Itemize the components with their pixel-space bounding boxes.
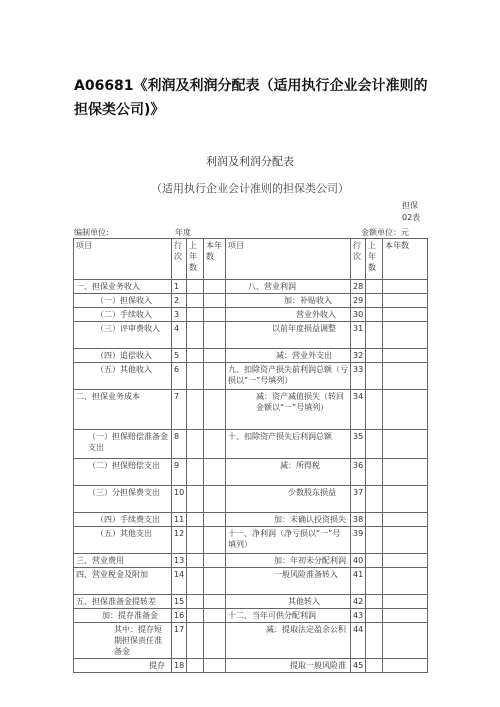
cell-prev-year-right[interactable] xyxy=(366,659,383,673)
cell-prev-year-left[interactable] xyxy=(187,322,204,349)
row-label-left: （五）其他收入 xyxy=(74,363,172,390)
cell-this-year-left[interactable] xyxy=(204,390,226,430)
cell-this-year-right[interactable] xyxy=(383,527,428,554)
cell-prev-year-left[interactable] xyxy=(187,459,204,486)
cell-this-year-right[interactable] xyxy=(383,554,428,568)
row-label-right: 以前年度损益调整 xyxy=(226,322,351,349)
row-number-right: 40 xyxy=(351,554,366,568)
cell-this-year-left[interactable] xyxy=(204,294,226,308)
cell-this-year-right[interactable] xyxy=(383,349,428,363)
cell-this-year-left[interactable] xyxy=(204,623,226,659)
cell-this-year-left[interactable] xyxy=(204,308,226,322)
cell-this-year-right[interactable] xyxy=(383,363,428,390)
cell-this-year-left[interactable] xyxy=(204,513,226,527)
cell-prev-year-right[interactable] xyxy=(366,527,383,554)
table-row xyxy=(74,554,428,568)
row-number-right: 37 xyxy=(351,486,366,513)
table-row xyxy=(74,390,428,430)
row-number-right: 29 xyxy=(351,294,366,308)
table-row xyxy=(74,363,428,390)
row-number-left: 17 xyxy=(172,623,187,659)
cell-this-year-right[interactable] xyxy=(383,294,428,308)
row-number-right: 33 xyxy=(351,363,366,390)
cell-this-year-right[interactable] xyxy=(383,595,428,609)
row-number-left: 9 xyxy=(172,459,187,486)
cell-prev-year-left[interactable] xyxy=(187,390,204,430)
row-label-left: （二）担保赔偿支出 xyxy=(74,459,172,486)
row-label-right: 减：营业外支出 xyxy=(226,349,351,363)
cell-prev-year-right[interactable] xyxy=(366,280,383,294)
cell-prev-year-right[interactable] xyxy=(366,363,383,390)
row-label-left: （一）担保赔偿准备金支出 xyxy=(74,430,172,459)
cell-this-year-left[interactable] xyxy=(204,568,226,595)
cell-this-year-left[interactable] xyxy=(204,554,226,568)
row-number-left: 6 xyxy=(172,363,187,390)
table-row xyxy=(74,430,428,459)
cell-this-year-left[interactable] xyxy=(204,322,226,349)
cell-this-year-right[interactable] xyxy=(383,308,428,322)
cell-prev-year-right[interactable] xyxy=(366,349,383,363)
cell-prev-year-left[interactable] xyxy=(187,486,204,513)
unit-org-label: 编制单位: xyxy=(74,228,109,237)
row-number-right: 44 xyxy=(351,623,366,659)
table-row xyxy=(74,459,428,486)
row-number-left: 10 xyxy=(172,486,187,513)
table-row xyxy=(74,349,428,363)
row-label-right: 减：所得税 xyxy=(226,459,351,486)
row-label-left: 三、营业费用 xyxy=(74,554,172,568)
row-label-left: （三）评审费收入 xyxy=(74,322,172,349)
cell-prev-year-left[interactable] xyxy=(187,595,204,609)
row-number-left: 18 xyxy=(172,659,187,673)
cell-prev-year-left[interactable] xyxy=(187,554,204,568)
cell-this-year-right[interactable] xyxy=(383,322,428,349)
table-row xyxy=(74,527,428,554)
table-row xyxy=(74,322,428,349)
row-label-left: 五、担保准备金提转差 xyxy=(74,595,172,609)
cell-this-year-left[interactable] xyxy=(204,459,226,486)
row-label-right: 十、扣除资产损失后利润总额 xyxy=(226,430,351,459)
cell-this-year-right[interactable] xyxy=(383,513,428,527)
cell-this-year-left[interactable] xyxy=(204,527,226,554)
row-number-left: 8 xyxy=(172,430,187,459)
form-subtitle: （适用执行企业会计准则的担保类公司） xyxy=(151,182,349,195)
row-label-left: （一）担保收入 xyxy=(74,294,172,308)
row-number-right: 31 xyxy=(351,322,366,349)
header-row-no-right: 行次 xyxy=(351,239,366,280)
cell-this-year-left[interactable] xyxy=(204,430,226,459)
row-label-right: 加：补贴收入 xyxy=(226,294,351,308)
row-label-right: 一般风险准备转入 xyxy=(226,568,351,595)
row-label-right: 减：资产减值损失（转回金额以“一”号填列） xyxy=(226,390,351,430)
cell-prev-year-right[interactable] xyxy=(366,623,383,659)
cell-this-year-right[interactable] xyxy=(383,390,428,430)
cell-this-year-right[interactable] xyxy=(383,568,428,595)
year-label: 年度 xyxy=(175,228,191,237)
row-number-right: 34 xyxy=(351,390,366,430)
cell-this-year-left[interactable] xyxy=(204,659,226,673)
cell-prev-year-left[interactable] xyxy=(187,623,204,659)
row-number-left: 15 xyxy=(172,595,187,609)
header-prev-year-left: 上年数 xyxy=(187,239,204,280)
row-label-left: 加：提存准备金 xyxy=(74,609,172,623)
row-number-left: 16 xyxy=(172,609,187,623)
cell-this-year-left[interactable] xyxy=(204,486,226,513)
cell-this-year-right[interactable] xyxy=(383,486,428,513)
row-label-left: （五）其他支出 xyxy=(74,527,172,554)
currency-unit-label: 金额单位：元 xyxy=(361,228,409,237)
cell-prev-year-right[interactable] xyxy=(366,609,383,623)
cell-prev-year-right[interactable] xyxy=(366,390,383,430)
cell-prev-year-left[interactable] xyxy=(187,609,204,623)
row-number-left: 13 xyxy=(172,554,187,568)
row-number-left: 14 xyxy=(172,568,187,595)
table-row xyxy=(74,623,428,659)
row-label-right: 其他转入 xyxy=(226,595,351,609)
row-number-left: 1 xyxy=(172,280,187,294)
header-item-left: 项目 xyxy=(74,239,172,280)
table-row xyxy=(74,513,428,527)
form-code: 担保02表 xyxy=(402,201,421,222)
row-number-right: 35 xyxy=(351,430,366,459)
row-number-left: 5 xyxy=(172,349,187,363)
row-label-left: 四、营业税金及附加 xyxy=(74,568,172,595)
row-number-left: 11 xyxy=(172,513,187,527)
cell-this-year-left[interactable] xyxy=(204,280,226,294)
table-row xyxy=(74,595,428,609)
row-label-right: 营业外收入 xyxy=(226,308,351,322)
row-number-left: 3 xyxy=(172,308,187,322)
cell-prev-year-right[interactable] xyxy=(366,595,383,609)
cell-prev-year-left[interactable] xyxy=(187,568,204,595)
cell-prev-year-left[interactable] xyxy=(187,513,204,527)
row-label-left: 提存 xyxy=(74,659,172,673)
cell-prev-year-right[interactable] xyxy=(366,308,383,322)
table-row xyxy=(74,280,428,294)
cell-this-year-right[interactable] xyxy=(383,609,428,623)
row-number-right: 43 xyxy=(351,609,366,623)
cell-this-year-right[interactable] xyxy=(383,659,428,673)
cell-prev-year-right[interactable] xyxy=(366,513,383,527)
cell-this-year-left[interactable] xyxy=(204,363,226,390)
cell-this-year-left[interactable] xyxy=(204,609,226,623)
row-number-right: 42 xyxy=(351,595,366,609)
row-label-right: 减：提取法定盈余公积 xyxy=(226,623,351,659)
row-number-right: 45 xyxy=(351,659,366,673)
cell-this-year-left[interactable] xyxy=(204,595,226,609)
row-number-right: 30 xyxy=(351,308,366,322)
cell-prev-year-right[interactable] xyxy=(366,430,383,459)
cell-prev-year-left[interactable] xyxy=(187,363,204,390)
document-title: A06681《利润及利润分配表（适用执行企业会计准则的担保类公司)》 xyxy=(74,78,428,118)
cell-prev-year-right[interactable] xyxy=(366,554,383,568)
row-label-right: 八、营业利润 xyxy=(226,280,351,294)
header-prev-year-right: 上年数 xyxy=(366,239,383,280)
table-row xyxy=(74,294,428,308)
cell-prev-year-left[interactable] xyxy=(187,659,204,673)
table-row xyxy=(74,659,428,673)
row-label-right: 十一、净利润（净亏损以“一”号填列） xyxy=(226,527,351,554)
row-label-right: 提取一般风险准 xyxy=(226,659,351,673)
row-label-right: 少数股东损益 xyxy=(226,486,351,513)
row-label-right: 九、扣除资产损失前利润总额（亏损以“一”号填列） xyxy=(226,363,351,390)
row-label-left: （二）手续收入 xyxy=(74,308,172,322)
row-label-right: 十二、当年可供分配利润 xyxy=(226,609,351,623)
cell-prev-year-left[interactable] xyxy=(187,294,204,308)
row-number-right: 28 xyxy=(351,280,366,294)
row-number-left: 12 xyxy=(172,527,187,554)
row-number-left: 2 xyxy=(172,294,187,308)
row-number-right: 39 xyxy=(351,527,366,554)
cell-prev-year-left[interactable] xyxy=(187,280,204,294)
row-label-left: （四）手续费支出 xyxy=(74,513,172,527)
header-item-right: 项目 xyxy=(226,239,351,280)
row-label-left: （四）追偿收入 xyxy=(74,349,172,363)
cell-this-year-right[interactable] xyxy=(383,623,428,659)
table-row xyxy=(74,308,428,322)
row-label-left: 一、担保业务收入 xyxy=(74,280,172,294)
row-label-left: （三）分担保费支出 xyxy=(74,486,172,513)
cell-prev-year-right[interactable] xyxy=(366,459,383,486)
cell-prev-year-left[interactable] xyxy=(187,349,204,363)
cell-prev-year-right[interactable] xyxy=(366,322,383,349)
profit-distribution-table xyxy=(73,238,428,673)
row-number-left: 7 xyxy=(172,390,187,430)
header-row-no-left: 行次 xyxy=(172,239,187,280)
cell-prev-year-right[interactable] xyxy=(366,568,383,595)
cell-this-year-right[interactable] xyxy=(383,280,428,294)
row-number-right: 38 xyxy=(351,513,366,527)
cell-this-year-left[interactable] xyxy=(204,349,226,363)
header-this-year-right: 本年数 xyxy=(383,239,428,280)
table-row xyxy=(74,609,428,623)
table-header-row xyxy=(74,239,428,280)
cell-prev-year-left[interactable] xyxy=(187,527,204,554)
header-this-year-left: 本年数 xyxy=(204,239,226,280)
table-row xyxy=(74,568,428,595)
row-number-right: 36 xyxy=(351,459,366,486)
row-label-left: 其中：提存短期担保责任准备金 xyxy=(74,623,172,659)
row-number-left: 4 xyxy=(172,322,187,349)
row-number-right: 32 xyxy=(351,349,366,363)
table-row xyxy=(74,486,428,513)
cell-this-year-right[interactable] xyxy=(383,459,428,486)
cell-prev-year-right[interactable] xyxy=(366,294,383,308)
row-number-right: 41 xyxy=(351,568,366,595)
cell-prev-year-right[interactable] xyxy=(366,486,383,513)
row-label-right: 加：年初未分配利润 xyxy=(226,554,351,568)
cell-prev-year-left[interactable] xyxy=(187,430,204,459)
row-label-left: 二、担保业务成本 xyxy=(74,390,172,430)
cell-prev-year-left[interactable] xyxy=(187,308,204,322)
form-title: 利润及利润分配表 xyxy=(206,155,294,168)
cell-this-year-right[interactable] xyxy=(383,430,428,459)
row-label-right: 加：未确认投资损失 xyxy=(226,513,351,527)
